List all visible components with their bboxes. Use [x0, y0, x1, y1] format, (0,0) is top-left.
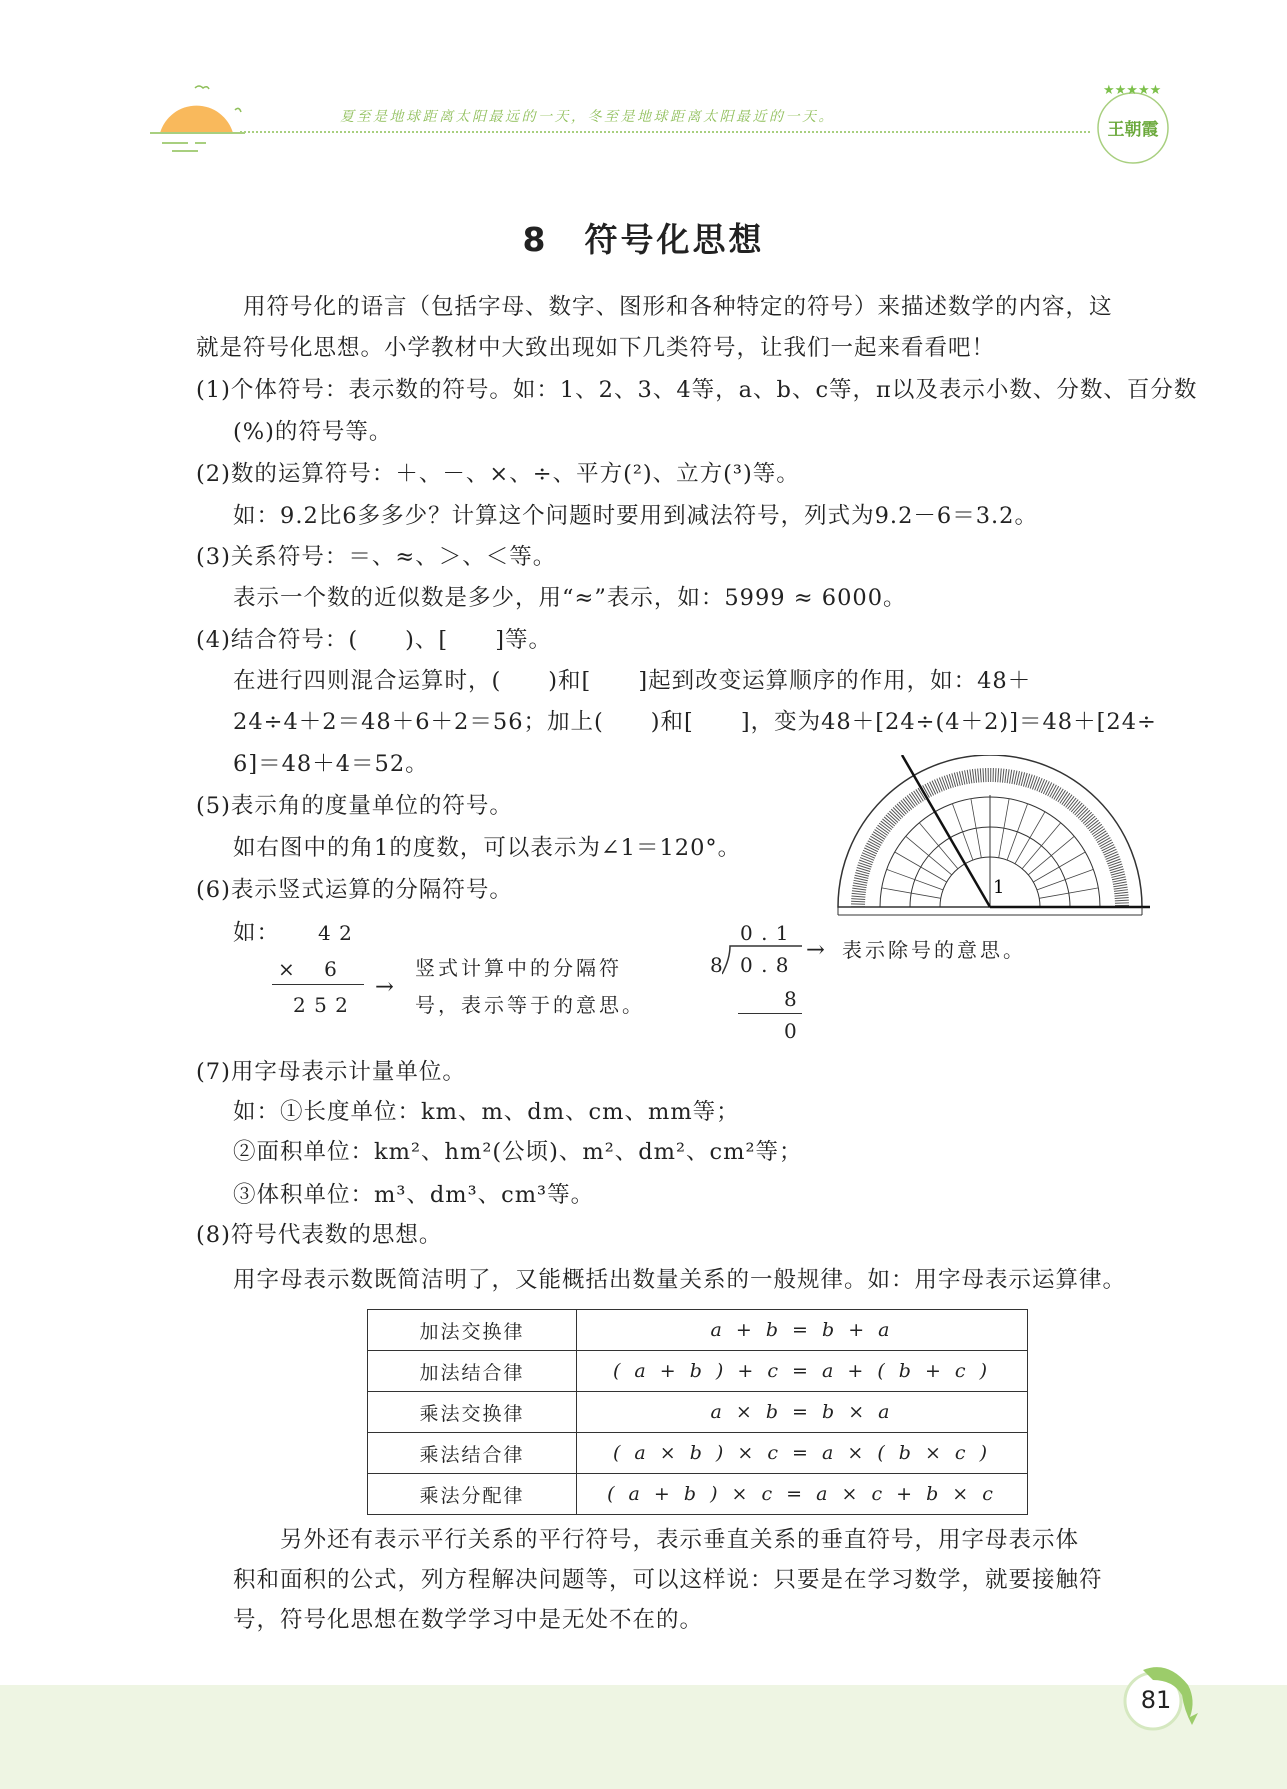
arrow-icon: →	[806, 937, 826, 963]
item-7-area: ②面积单位：km²、hm²(公顷)、m²、dm²、cm²等；	[233, 1139, 803, 1165]
page-title: 8 符号化思想	[522, 220, 765, 259]
law-name: 加法结合律	[368, 1351, 577, 1392]
mult-result: 2 5 2	[293, 993, 349, 1017]
item-2-example: 如：9.2比6多多少？计算这个问题时要用到减法符号，列式为9.2－6＝3.2。	[233, 503, 1038, 529]
item-5: (5)表示角的度量单位的符号。	[196, 793, 513, 819]
example-label: 如：	[233, 920, 281, 946]
table-row	[368, 1474, 1028, 1515]
law-name: 乘法交换律	[368, 1392, 577, 1433]
item-4: (4)结合符号：( )、[ ]等。	[196, 627, 552, 653]
div-divisor: 8	[710, 953, 724, 977]
laws-table	[367, 1309, 1028, 1515]
div-line	[738, 1013, 802, 1014]
law-formula: a × b = b × a	[577, 1392, 1028, 1433]
logo-text: 王朝霞	[1107, 120, 1159, 140]
mult-note-2: 号，表示等于的意思。	[415, 993, 645, 1017]
angle-label: 1	[993, 877, 1005, 898]
arrow-icon: →	[375, 974, 395, 1000]
mult-note-1: 竖式计算中的分隔符	[415, 956, 622, 980]
intro-line-1: 用符号化的语言（包括字母、数字、图形和各种特定的符号）来描述数学的内容，这	[196, 294, 1113, 320]
closing-line-1: 另外还有表示平行关系的平行符号，表示垂直关系的垂直符号，用字母表示体	[233, 1527, 1080, 1553]
law-formula: ( a + b ) × c = a × c + b × c	[577, 1474, 1028, 1515]
svg-text:★★★★★: ★★★★★	[1103, 83, 1162, 98]
item-1: (1)个体符号：表示数的符号。如：1、2、3、4等，a、b、c等，π以及表示小数、分数、百分数	[196, 377, 1198, 403]
footer-band	[0, 1685, 1287, 1789]
item-4-text-3: 6]＝48＋4＝52。	[233, 751, 429, 777]
table-row	[368, 1310, 1028, 1351]
item-4-text-1: 在进行四则混合运算时，( )和[ ]起到改变运算顺序的作用，如：48＋	[233, 668, 1032, 694]
law-formula: ( a × b ) × c = a × ( b × c )	[577, 1433, 1028, 1474]
closing-line-2: 积和面积的公式，列方程解决问题等，可以这样说：只要是在学习数学，就要接触符	[233, 1567, 1103, 1593]
div-remainder: 0	[784, 1019, 798, 1043]
protractor-figure	[830, 755, 1160, 920]
item-2: (2)数的运算符号：＋、－、×、÷、平方(²)、立方(³)等。	[196, 461, 800, 487]
item-8: (8)符号代表数的思想。	[196, 1222, 443, 1248]
item-8-text: 用字母表示数既简洁明了，又能概括出数量关系的一般规律。如：用字母表示运算律。	[233, 1267, 1127, 1293]
intro-line-2: 就是符号化思想。小学教材中大致出现如下几类符号，让我们一起来看看吧！	[196, 335, 996, 361]
mult-second: × 6	[278, 957, 338, 981]
div-quotient: 0 . 1	[740, 921, 790, 945]
law-formula: ( a + b ) + c = a + ( b + c )	[577, 1351, 1028, 1392]
table-row	[368, 1351, 1028, 1392]
item-7: (7)用字母表示计量单位。	[196, 1059, 466, 1085]
item-7-volume: ③体积单位：m³、dm³、cm³等。	[233, 1182, 595, 1208]
law-name: 乘法结合律	[368, 1433, 577, 1474]
item-1-cont: (%)的符号等。	[233, 419, 393, 445]
item-7-length: 如：①长度单位：km、m、dm、cm、mm等；	[233, 1099, 740, 1125]
item-3-example: 表示一个数的近似数是多少，用“≈”表示，如：5999 ≈ 6000。	[233, 585, 907, 611]
law-name: 加法交换律	[368, 1310, 577, 1351]
header-divider	[240, 131, 1090, 133]
item-6: (6)表示竖式运算的分隔符号。	[196, 877, 513, 903]
page-number: 81	[1140, 1686, 1172, 1714]
div-note: 表示除号的意思。	[842, 938, 1026, 962]
mult-top: 4 2	[318, 921, 353, 945]
item-5-example: 如右图中的角1的度数，可以表示为∠1＝120°。	[233, 835, 742, 861]
mult-line	[272, 984, 364, 985]
closing-line-3: 号，符号化思想在数学学习中是无处不在的。	[233, 1607, 704, 1633]
sunset-icon	[150, 75, 250, 155]
brand-logo	[1088, 78, 1178, 173]
table-row	[368, 1433, 1028, 1474]
table-row	[368, 1392, 1028, 1433]
law-name: 乘法分配律	[368, 1474, 577, 1515]
div-subtract: 8	[784, 987, 798, 1011]
item-4-text-2: 24÷4＋2＝48＋6＋2＝56；加上( )和[ ]，变为48＋[24÷(4＋2)]＝48＋[24÷	[233, 709, 1157, 735]
law-formula: a + b = b + a	[577, 1310, 1028, 1351]
item-3: (3)关系符号：＝、≈、＞、＜等。	[196, 544, 557, 570]
header-slogan: 夏至是地球距离太阳最远的一天，冬至是地球距离太阳最近的一天。	[340, 109, 835, 125]
div-dividend: 0 . 8	[740, 953, 790, 977]
